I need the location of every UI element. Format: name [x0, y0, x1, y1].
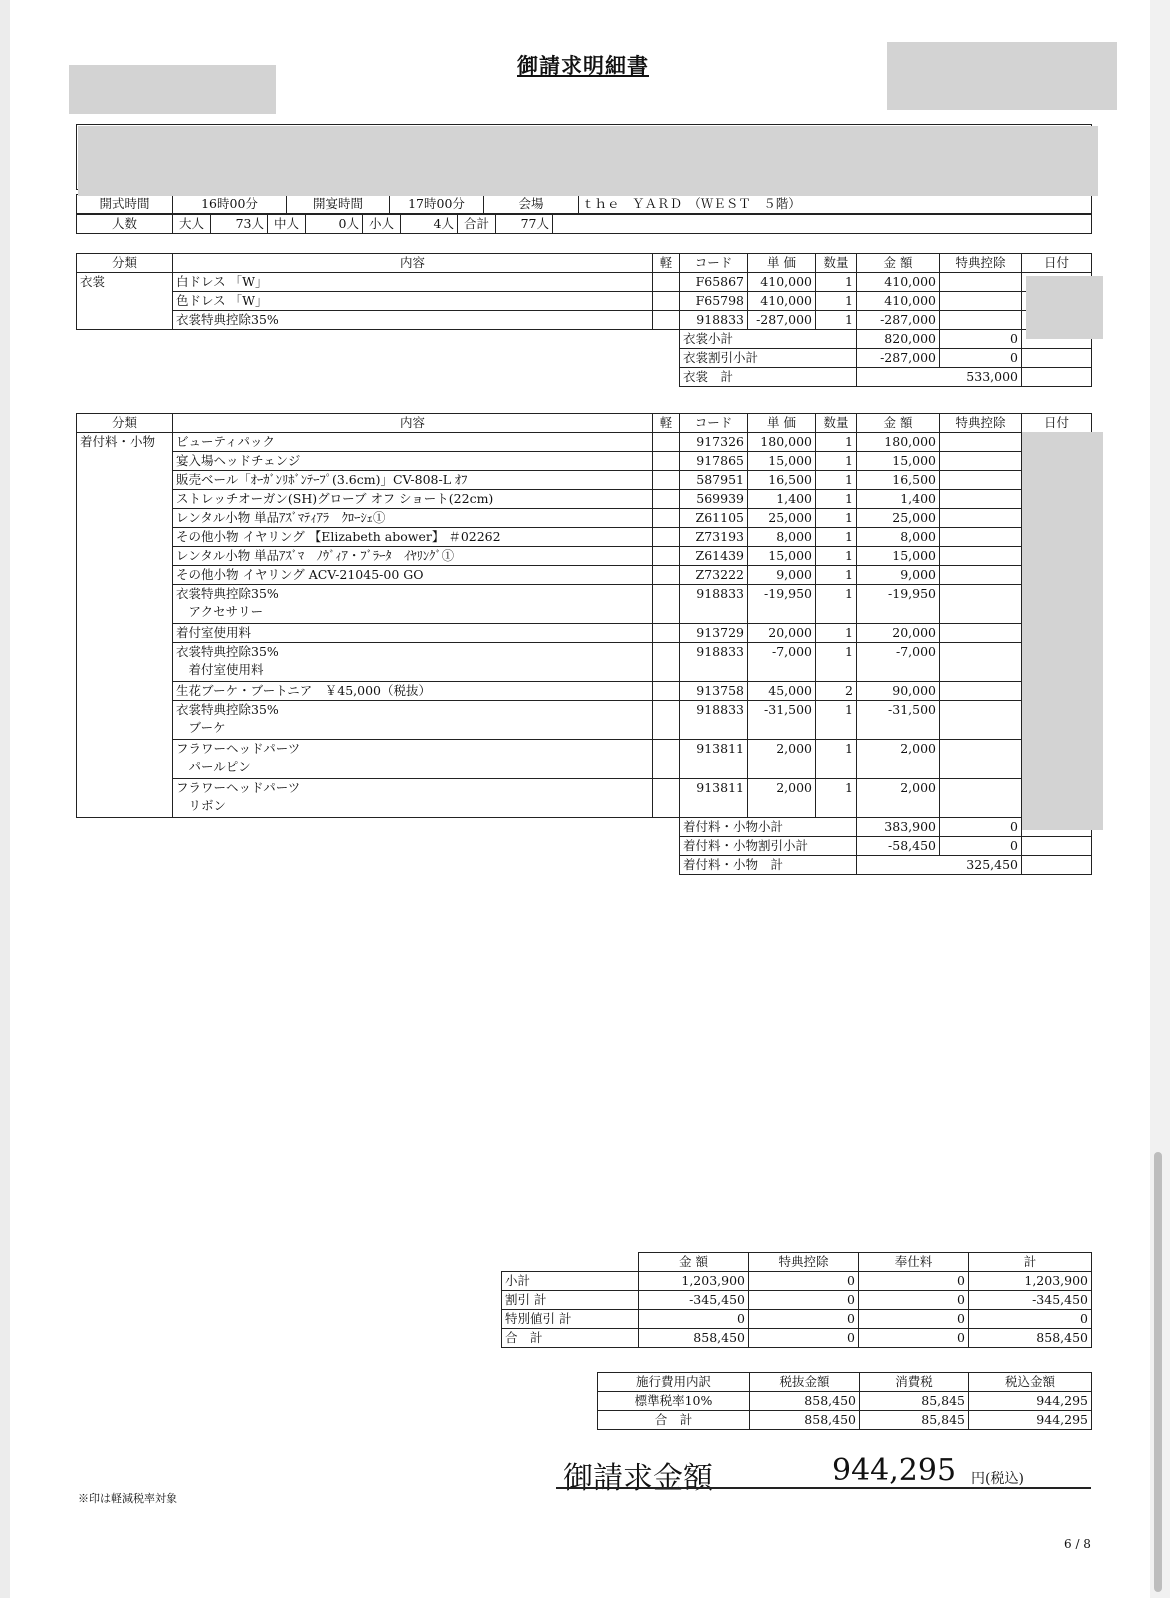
item-content: [173, 547, 653, 566]
document-title: 御請求明細書: [517, 53, 649, 78]
header-content: 内容: [173, 254, 653, 273]
item-content-line1: レンタル小物 単品ｱｽﾞﾏﾃｨｱﾗ ｸﾛｰｼｪ①: [176, 510, 386, 525]
item-benefit: [940, 585, 1022, 624]
item-code: 913811: [680, 740, 748, 779]
item-code: Z73193: [680, 528, 748, 547]
tax-label: 合 計: [598, 1411, 750, 1430]
item-benefit: [940, 779, 1022, 818]
table-row: [77, 643, 1092, 682]
item-qty: 1: [816, 779, 857, 818]
item-code: Z61105: [680, 509, 748, 528]
header-qty: 数量: [816, 414, 857, 433]
item-content-line1: フラワーヘッドパーツ: [176, 741, 301, 756]
item-content: 衣裳特典控除35%: [173, 311, 653, 330]
tax-amount: 85,845: [860, 1411, 969, 1430]
item-amount: 90,000: [857, 682, 940, 701]
summary-label: 小計: [502, 1272, 639, 1291]
item-content-line2: アクセサリー: [176, 604, 264, 619]
info-time-table: [76, 194, 1092, 214]
dressing-discount-benefit: 0: [940, 837, 1022, 856]
item-light: [653, 779, 680, 818]
item-content: [173, 643, 653, 682]
guests-total-label: 合計: [458, 215, 496, 234]
tax-header: 税込金額: [969, 1373, 1092, 1392]
spacer: [77, 818, 680, 837]
table-row: [77, 292, 1092, 311]
item-light: [653, 471, 680, 490]
item-content-line1: 生花ブーケ・ブートニア ￥45,000（税抜）: [176, 683, 431, 698]
tax-incl: 944,295: [969, 1411, 1092, 1430]
table-row: [77, 779, 1092, 818]
table-row: [77, 585, 1092, 624]
dressing-category: 着付料・小物: [77, 433, 173, 818]
item-code: 913811: [680, 779, 748, 818]
item-content: [173, 509, 653, 528]
item-amount: 180,000: [857, 433, 940, 452]
item-benefit: [940, 740, 1022, 779]
grand-total-underline: [556, 1487, 1091, 1489]
spacer: [77, 330, 680, 349]
spacer: [77, 837, 680, 856]
item-qty: 1: [816, 547, 857, 566]
dressing-total-label: 着付料・小物 計: [680, 856, 857, 875]
item-qty: 1: [816, 528, 857, 547]
grand-total-value: 944,295: [832, 1453, 957, 1488]
item-content-line1: ビューティパック: [176, 434, 276, 449]
item-light: [653, 701, 680, 740]
item-benefit: [940, 624, 1022, 643]
tax-amount: 85,845: [860, 1392, 969, 1411]
item-price: 16,500: [748, 471, 816, 490]
spacer: [77, 856, 680, 875]
item-code: 918833: [680, 643, 748, 682]
summary-benefit: 0: [749, 1310, 859, 1329]
spacer: [77, 368, 680, 387]
summary-row: [502, 1291, 1092, 1310]
item-code: 569939: [680, 490, 748, 509]
summary-header: 奉仕料: [859, 1253, 969, 1272]
item-content-line1: ストレッチオーガン(SH)グローブ オフ ショート(22cm): [176, 491, 494, 506]
dressing-discount-label: 着付料・小物割引小計: [680, 837, 857, 856]
tax-row: [598, 1392, 1092, 1411]
table-row: [77, 471, 1092, 490]
item-qty: 1: [816, 433, 857, 452]
redacted-block: [78, 126, 1098, 196]
item-amount: 2,000: [857, 740, 940, 779]
item-qty: 1: [816, 311, 857, 330]
item-price: 180,000: [748, 433, 816, 452]
item-content-line2: 着付室使用料: [176, 662, 264, 677]
summary-total: 858,450: [969, 1329, 1092, 1348]
item-content: 白ドレス 「W」: [173, 273, 653, 292]
header-amount: 金 額: [857, 414, 940, 433]
header-code: コード: [680, 254, 748, 273]
item-amount: 15,000: [857, 452, 940, 471]
item-content: [173, 701, 653, 740]
item-benefit: [940, 490, 1022, 509]
item-price: 2,000: [748, 779, 816, 818]
item-content: [173, 433, 653, 452]
table-row: [77, 528, 1092, 547]
costume-discount-benefit: 0: [940, 349, 1022, 368]
costume-total-label: 衣裳 計: [680, 368, 857, 387]
item-code: 913758: [680, 682, 748, 701]
item-light: [653, 585, 680, 624]
item-content-line2: ブーケ: [176, 720, 226, 735]
costume-total-date: [1022, 368, 1092, 387]
item-price: 45,000: [748, 682, 816, 701]
summary-label: 特別値引 計: [502, 1310, 639, 1329]
table-row: [77, 740, 1092, 779]
children-label: 小人: [363, 215, 401, 234]
footnote: ※印は軽減税率対象: [78, 1492, 177, 1505]
item-content: [173, 471, 653, 490]
item-light: [653, 490, 680, 509]
item-amount: 16,500: [857, 471, 940, 490]
summary-service: 0: [859, 1272, 969, 1291]
summary-label: 割引 計: [502, 1291, 639, 1310]
item-light: [653, 624, 680, 643]
item-benefit: [940, 682, 1022, 701]
item-amount: 2,000: [857, 779, 940, 818]
summary-row: [502, 1329, 1092, 1348]
summary-total: 1,203,900: [969, 1272, 1092, 1291]
item-benefit: [940, 311, 1022, 330]
costume-table: [76, 253, 1092, 387]
item-content-line1: 衣裳特典控除35%: [176, 644, 279, 659]
venue: ｔｈｅ ＹＡＲＤ （ＷＥＳＴ ５階）: [579, 195, 1092, 214]
item-benefit: [940, 471, 1022, 490]
item-light: [653, 311, 680, 330]
item-light: [653, 433, 680, 452]
item-content-line1: 宴入場ヘッドチェンジ: [176, 453, 301, 468]
item-content-line2: リボン: [176, 798, 227, 813]
tax-pretax: 858,450: [750, 1411, 860, 1430]
costume-discount: -287,000: [857, 349, 940, 368]
costume-category: 衣裳: [77, 273, 173, 330]
ceremony-time-label: 開式時間: [77, 195, 173, 214]
item-content-line1: 衣裳特典控除35%: [176, 586, 279, 601]
summary-total: -345,450: [969, 1291, 1092, 1310]
table-row: [77, 452, 1092, 471]
item-content-line1: 衣裳特典控除35%: [176, 702, 279, 717]
dressing-table: [76, 413, 1092, 875]
table-row: [77, 273, 1092, 292]
tax-pretax: 858,450: [750, 1392, 860, 1411]
item-qty: 1: [816, 490, 857, 509]
item-content: [173, 566, 653, 585]
header-light: 軽: [653, 254, 680, 273]
summary-service: 0: [859, 1329, 969, 1348]
header-content: 内容: [173, 414, 653, 433]
item-content-line2: パールピン: [176, 759, 251, 774]
item-benefit: [940, 547, 1022, 566]
redacted-date: [1026, 276, 1103, 339]
dressing-subtotal-benefit: 0: [940, 818, 1022, 837]
dressing-discount: -58,450: [857, 837, 940, 856]
summary-amount: 0: [639, 1310, 749, 1329]
item-benefit: [940, 528, 1022, 547]
middle-count: 0人: [306, 215, 363, 234]
item-content: [173, 585, 653, 624]
item-qty: 1: [816, 509, 857, 528]
guests-empty: [553, 215, 1092, 234]
dressing-total: 325,450: [857, 856, 1022, 875]
item-light: [653, 547, 680, 566]
item-amount: 25,000: [857, 509, 940, 528]
header-date: 日付: [1022, 254, 1092, 273]
summary-label: 合 計: [502, 1329, 639, 1348]
item-qty: 1: [816, 452, 857, 471]
summary-header: 計: [969, 1253, 1092, 1272]
item-content-line1: フラワーヘッドパーツ: [176, 780, 301, 795]
item-benefit: [940, 273, 1022, 292]
item-content: [173, 624, 653, 643]
item-amount: 20,000: [857, 624, 940, 643]
tax-label: 標準税率10%: [598, 1392, 750, 1411]
item-content: [173, 490, 653, 509]
summary-service: 0: [859, 1310, 969, 1329]
item-qty: 1: [816, 624, 857, 643]
item-code: 917865: [680, 452, 748, 471]
item-light: [653, 566, 680, 585]
summary-amount: -345,450: [639, 1291, 749, 1310]
costume-subtotal: 820,000: [857, 330, 940, 349]
item-content-line1: 着付室使用料: [176, 625, 252, 640]
item-code: 587951: [680, 471, 748, 490]
item-content: [173, 740, 653, 779]
item-code: 918833: [680, 585, 748, 624]
item-qty: 1: [816, 701, 857, 740]
header-qty: 数量: [816, 254, 857, 273]
spacer: [77, 349, 680, 368]
summary-amount: 1,203,900: [639, 1272, 749, 1291]
summary-header: 特典控除: [749, 1253, 859, 1272]
item-code: Z61439: [680, 547, 748, 566]
info-guests-table: [76, 214, 1092, 234]
item-qty: 1: [816, 643, 857, 682]
item-content-line1: 販売ベール「ｵｰｶﾞﾝﾘﾎﾞﾝﾃｰﾌﾟ(3.6cm)」CV-808-L ｵﾌ: [176, 472, 468, 487]
redacted-block: [887, 42, 1117, 110]
item-content-line1: レンタル小物 単品ｱｽﾞﾏ ﾉｳﾞｨｱ・ﾌﾞﾗｰﾀ ｲﾔﾘﾝｸﾞ①: [176, 548, 455, 563]
item-light: [653, 528, 680, 547]
summary-total: 0: [969, 1310, 1092, 1329]
item-price: 8,000: [748, 528, 816, 547]
item-amount: -287,000: [857, 311, 940, 330]
dressing-subtotal: 383,900: [857, 818, 940, 837]
middle-label: 中人: [268, 215, 306, 234]
item-qty: 1: [816, 585, 857, 624]
costume-subtotal-benefit: 0: [940, 330, 1022, 349]
banquet-time: 17時00分: [390, 195, 484, 214]
tax-row: [598, 1411, 1092, 1430]
item-content-line1: その他小物 イヤリング 【Elizabeth abower】 ＃02262: [176, 529, 501, 544]
costume-discount-date: [1022, 349, 1092, 368]
item-amount: -19,950: [857, 585, 940, 624]
item-qty: 1: [816, 292, 857, 311]
header-benefit: 特典控除: [940, 254, 1022, 273]
summary-amount: 858,450: [639, 1329, 749, 1348]
item-light: [653, 509, 680, 528]
header-light: 軽: [653, 414, 680, 433]
redacted-date: [1022, 432, 1103, 830]
item-benefit: [940, 433, 1022, 452]
item-light: [653, 643, 680, 682]
header-category: 分類: [77, 254, 173, 273]
item-amount: 8,000: [857, 528, 940, 547]
item-benefit: [940, 643, 1022, 682]
dressing-total-date: [1022, 856, 1092, 875]
item-code: 917326: [680, 433, 748, 452]
item-code: F65867: [680, 273, 748, 292]
item-amount: 410,000: [857, 292, 940, 311]
item-benefit: [940, 566, 1022, 585]
item-price: 15,000: [748, 547, 816, 566]
item-price: 20,000: [748, 624, 816, 643]
table-row: [77, 490, 1092, 509]
page-edge-left: [0, 0, 10, 1598]
header-amount: 金 額: [857, 254, 940, 273]
item-price: 1,400: [748, 490, 816, 509]
costume-discount-label: 衣裳割引小計: [680, 349, 857, 368]
item-price: 410,000: [748, 273, 816, 292]
table-row: [77, 624, 1092, 643]
item-qty: 2: [816, 682, 857, 701]
item-amount: -7,000: [857, 643, 940, 682]
tax-incl: 944,295: [969, 1392, 1092, 1411]
header-code: コード: [680, 414, 748, 433]
guests-label: 人数: [77, 215, 173, 234]
table-row: [77, 509, 1092, 528]
item-code: Z73222: [680, 566, 748, 585]
tax-header: 施行費用内訳: [598, 1373, 750, 1392]
adults-count: 73人: [211, 215, 268, 234]
item-amount: -31,500: [857, 701, 940, 740]
item-price: 9,000: [748, 566, 816, 585]
guests-total: 77人: [496, 215, 553, 234]
header-category: 分類: [77, 414, 173, 433]
item-benefit: [940, 292, 1022, 311]
item-code: 913729: [680, 624, 748, 643]
children-count: 4人: [401, 215, 458, 234]
table-row: [77, 701, 1092, 740]
item-light: [653, 740, 680, 779]
item-price: 410,000: [748, 292, 816, 311]
item-price: -19,950: [748, 585, 816, 624]
header-unit-price: 単 価: [748, 414, 816, 433]
item-light: [653, 273, 680, 292]
tax-table: [597, 1372, 1092, 1430]
summary-row: [502, 1310, 1092, 1329]
summary-table: [501, 1252, 1092, 1348]
item-price: -7,000: [748, 643, 816, 682]
tax-header: 消費税: [860, 1373, 969, 1392]
dressing-discount-date: [1022, 837, 1092, 856]
table-row: [77, 547, 1092, 566]
item-amount: 9,000: [857, 566, 940, 585]
item-light: [653, 292, 680, 311]
item-price: 25,000: [748, 509, 816, 528]
adults-label: 大人: [173, 215, 211, 234]
item-benefit: [940, 452, 1022, 471]
item-content: [173, 528, 653, 547]
costume-subtotal-label: 衣裳小計: [680, 330, 857, 349]
item-benefit: [940, 701, 1022, 740]
item-qty: 1: [816, 273, 857, 292]
page-number: 6 / 8: [1064, 1537, 1091, 1551]
venue-label: 会場: [484, 195, 579, 214]
item-content: 色ドレス 「W」: [173, 292, 653, 311]
item-price: 15,000: [748, 452, 816, 471]
summary-service: 0: [859, 1291, 969, 1310]
banquet-time-label: 開宴時間: [287, 195, 390, 214]
table-row: [77, 311, 1092, 330]
item-amount: 15,000: [857, 547, 940, 566]
summary-benefit: 0: [749, 1329, 859, 1348]
grand-total-unit: 円(税込): [971, 1471, 1024, 1487]
item-qty: 1: [816, 740, 857, 779]
item-code: 918833: [680, 311, 748, 330]
item-content: [173, 452, 653, 471]
item-qty: 1: [816, 471, 857, 490]
item-content: [173, 682, 653, 701]
scrollbar-thumb[interactable]: [1154, 1152, 1162, 1592]
summary-header: 金 額: [639, 1253, 749, 1272]
item-code: 918833: [680, 701, 748, 740]
item-price: -31,500: [748, 701, 816, 740]
item-price: 2,000: [748, 740, 816, 779]
item-content-line1: その他小物 イヤリング ACV-21045-00 GO: [176, 567, 424, 582]
table-row: [77, 682, 1092, 701]
item-code: F65798: [680, 292, 748, 311]
item-light: [653, 452, 680, 471]
header-benefit: 特典控除: [940, 414, 1022, 433]
ceremony-time: 16時00分: [173, 195, 287, 214]
table-row: [77, 433, 1092, 452]
header-date: 日付: [1022, 414, 1092, 433]
summary-benefit: 0: [749, 1272, 859, 1291]
item-light: [653, 682, 680, 701]
summary-benefit: 0: [749, 1291, 859, 1310]
item-price: -287,000: [748, 311, 816, 330]
redacted-block: [69, 65, 276, 114]
summary-corner: [502, 1253, 639, 1272]
summary-row: [502, 1272, 1092, 1291]
dressing-subtotal-label: 着付料・小物小計: [680, 818, 857, 837]
costume-total: 533,000: [857, 368, 1022, 387]
table-row: [77, 566, 1092, 585]
item-qty: 1: [816, 566, 857, 585]
grand-total-label: 御請求金額: [563, 1461, 713, 1496]
header-unit-price: 単 価: [748, 254, 816, 273]
item-amount: 410,000: [857, 273, 940, 292]
item-content: [173, 779, 653, 818]
item-amount: 1,400: [857, 490, 940, 509]
tax-header: 税抜金額: [750, 1373, 860, 1392]
item-benefit: [940, 509, 1022, 528]
